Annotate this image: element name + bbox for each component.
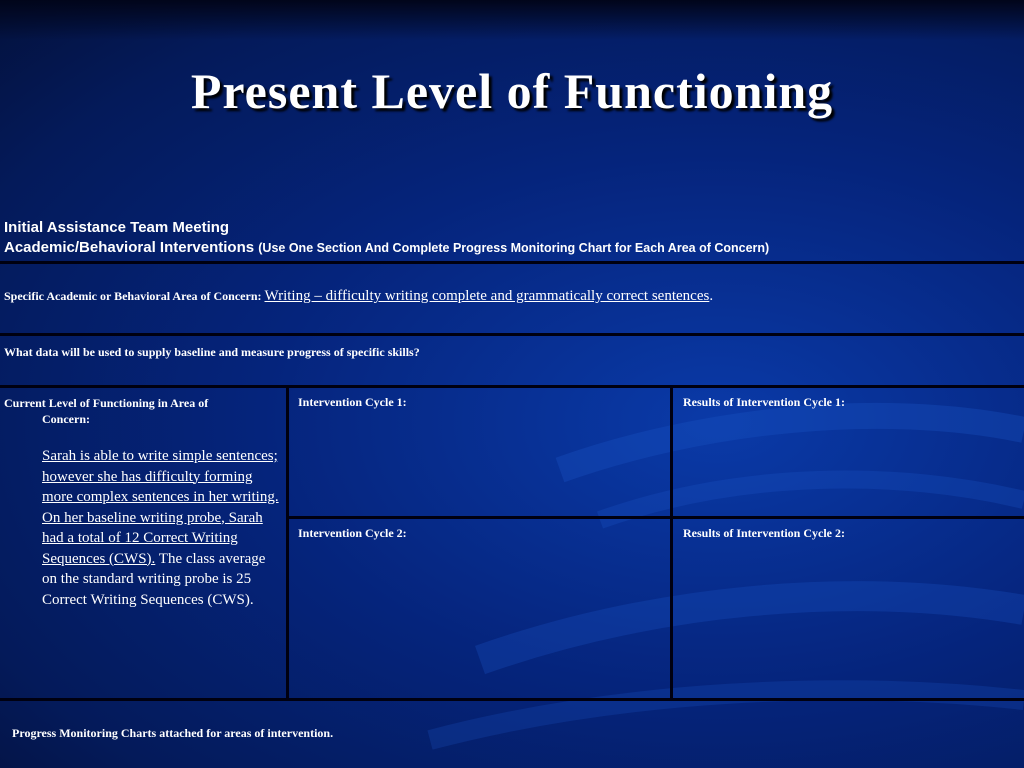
concern-label: Specific Academic or Behavioral Area of Concern [4, 289, 258, 303]
divider-data [0, 385, 1024, 388]
divider-top [0, 261, 1024, 264]
results-cycle-1-label: Results of Intervention Cycle 1: [683, 395, 845, 409]
current-level-label-line1: Current Level of Functioning in Area of [4, 396, 209, 410]
form-heading-note: (Use One Section And Complete Progress Monitoring Chart for Each Area of Concern) [258, 241, 770, 255]
current-level-text-plain: The class average on the standard writing probe is 25 Correct Writing Sequences (CWS). [42, 550, 266, 608]
form-heading-meeting: Initial Assistance Team Meeting [4, 219, 230, 236]
divider-concern [0, 333, 1024, 336]
concern-colon: : [257, 289, 262, 303]
form-header [4, 218, 1020, 258]
form-heading-interventions [4, 238, 1020, 258]
current-level-text [42, 446, 282, 610]
footer-note: Progress Monitoring Charts attached for areas of intervention. [12, 726, 334, 740]
divider-mid-right [289, 516, 1024, 519]
top-dark-band [0, 0, 1024, 40]
divider-col1 [286, 385, 289, 701]
form-heading-interventions-label: Academic/Behavioral Interventions [4, 239, 255, 256]
intervention-cycle-1-label: Intervention Cycle 1: [298, 395, 407, 409]
concern-period: . [709, 288, 714, 304]
concern-value: Writing – difficulty writing complete and grammatically correct sentences [264, 288, 710, 304]
concern-row [4, 288, 1014, 305]
results-cycle-2-label: Results of Intervention Cycle 2: [683, 526, 845, 540]
current-level-label-line2: Concern: [42, 412, 90, 426]
current-level-text-underlined: Sarah is able to write simple sentences; however she has difficulty forming more complex sentences in her writing. On her baseline writing probe, Sarah had a total of 12 Correct Writing Sequences (CWS). [42, 448, 279, 567]
current-level-label [4, 395, 284, 427]
divider-bottom [0, 698, 1024, 701]
intervention-cycle-2-label: Intervention Cycle 2: [298, 526, 407, 540]
divider-col2 [670, 385, 673, 701]
data-question: What data will be used to supply baseline and measure progress of specific skills? [4, 345, 420, 359]
slide-title: Present Level of Functioning [190, 63, 834, 119]
